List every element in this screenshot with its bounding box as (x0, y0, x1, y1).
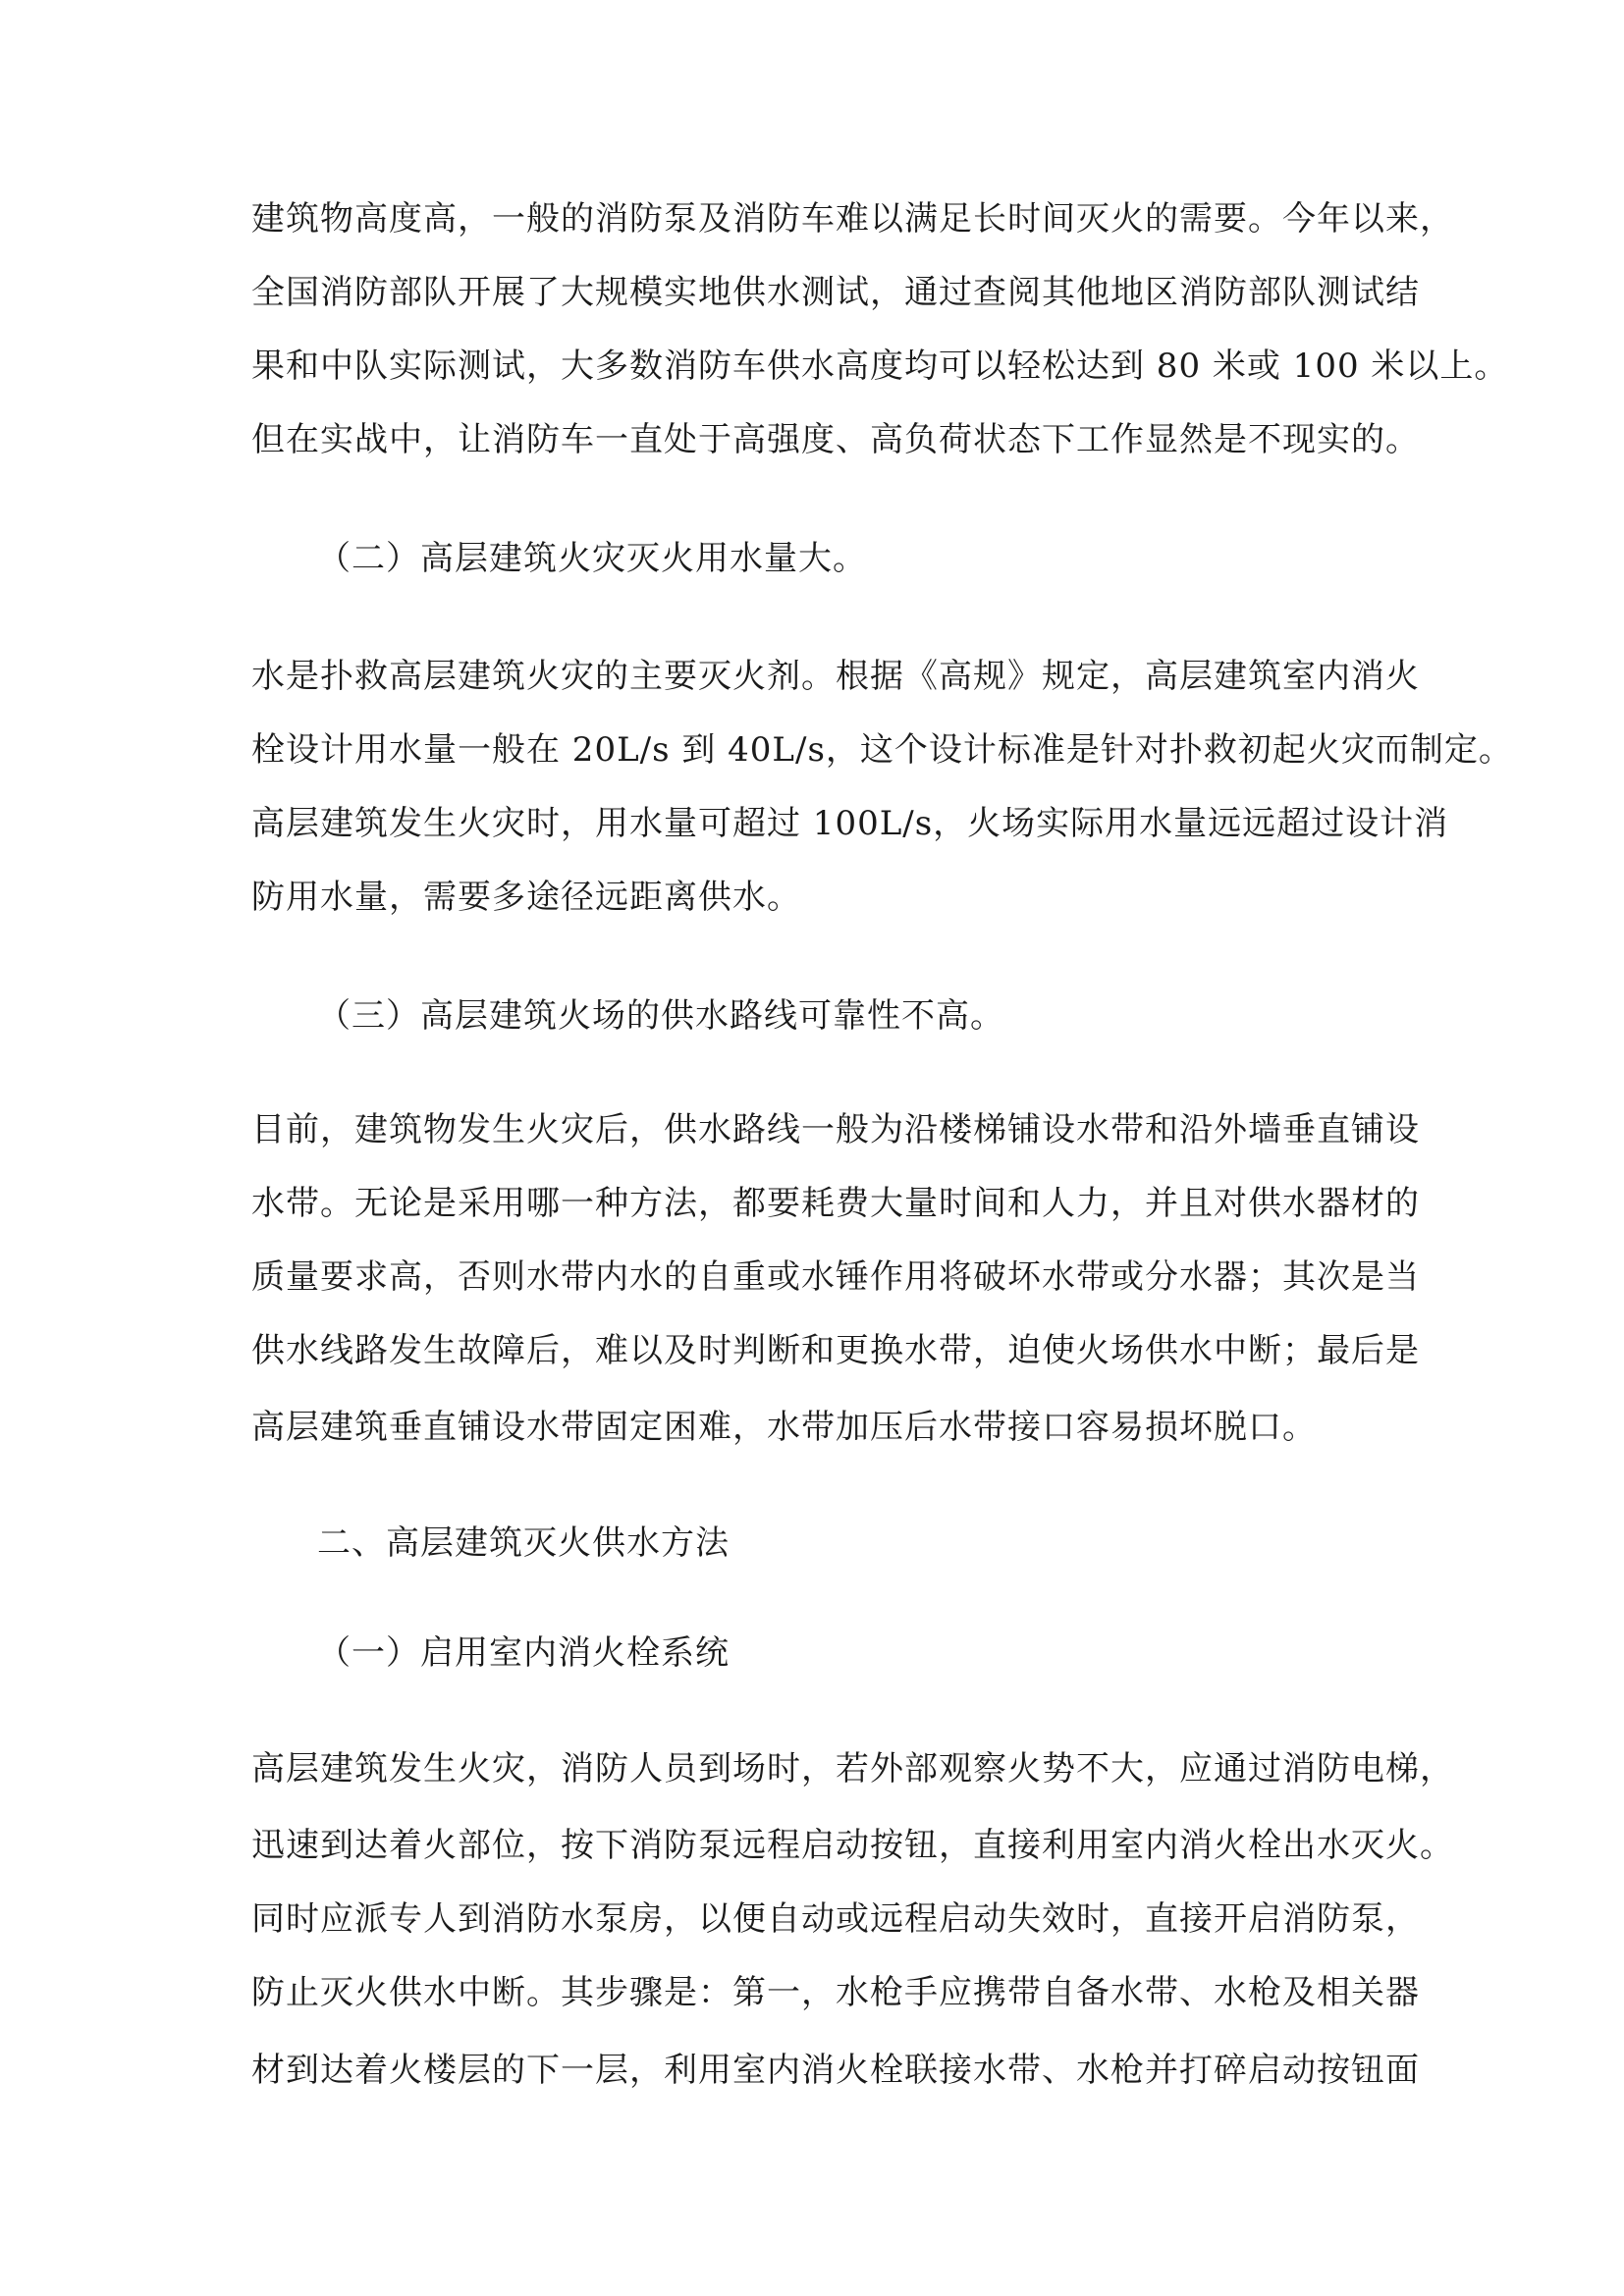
body-line: 栓设计用水量一般在 20L/s 到 40L/s，这个设计标准是针对扑救初起火灾而制定。 (251, 730, 1513, 770)
body-line: 质量要求高，否则水带内水的自重或水锤作用将破坏水带或分水器；其次是当 (251, 1257, 1420, 1297)
subsection-heading: （一）启用室内消火栓系统 (317, 1633, 730, 1673)
body-line: 高层建筑发生火灾时，用水量可超过 100L/s，火场实际用水量远远超过设计消 (251, 804, 1449, 843)
body-line: 水带。无论是采用哪一种方法，都要耗费大量时间和人力，并且对供水器材的 (251, 1184, 1420, 1223)
body-line: 高层建筑垂直铺设水带固定困难，水带加压后水带接口容易损坏脱口。 (251, 1408, 1317, 1447)
body-line: 防止灭火供水中断。其步骤是：第一，水枪手应携带自备水带、水枪及相关器 (251, 1973, 1420, 2012)
body-line: 迅速到达着火部位，按下消防泵远程启动按钮，直接利用室内消火栓出水灭火。 (251, 1826, 1454, 1865)
section-heading: （二）高层建筑火灾灭火用水量大。 (317, 539, 867, 578)
body-line: 防用水量，需要多途径远距离供水。 (251, 878, 801, 917)
body-line: 目前，建筑物发生火灾后，供水路线一般为沿楼梯铺设水带和沿外墙垂直铺设 (251, 1110, 1420, 1149)
body-line: 水是扑救高层建筑火灾的主要灭火剂。根据《高规》规定，高层建筑室内消火 (251, 657, 1420, 696)
section-heading: 二、高层建筑灭火供水方法 (317, 1523, 730, 1563)
body-line: 全国消防部队开展了大规模实地供水测试，通过查阅其他地区消防部队测试结 (251, 273, 1420, 312)
section-heading: （三）高层建筑火场的供水路线可靠性不高。 (317, 996, 1004, 1036)
body-line: 但在实战中，让消防车一直处于高强度、高负荷状态下工作显然是不现实的。 (251, 420, 1420, 459)
body-line: 果和中队实际测试，大多数消防车供水高度均可以轻松达到 80 米或 100 米以上。 (251, 347, 1509, 386)
body-line: 建筑物高度高，一般的消防泵及消防车难以满足长时间灭火的需要。今年以来， (251, 199, 1454, 239)
body-line: 供水线路发生故障后，难以及时判断和更换水带，迫使火场供水中断；最后是 (251, 1331, 1420, 1370)
body-line: 高层建筑发生火灾，消防人员到场时，若外部观察火势不大，应通过消防电梯， (251, 1749, 1454, 1789)
body-line: 同时应派专人到消防水泵房，以便自动或远程启动失效时，直接开启消防泵， (251, 1899, 1420, 1939)
body-line: 材到达着火楼层的下一层，利用室内消火栓联接水带、水枪并打碎启动按钮面 (251, 2051, 1420, 2090)
